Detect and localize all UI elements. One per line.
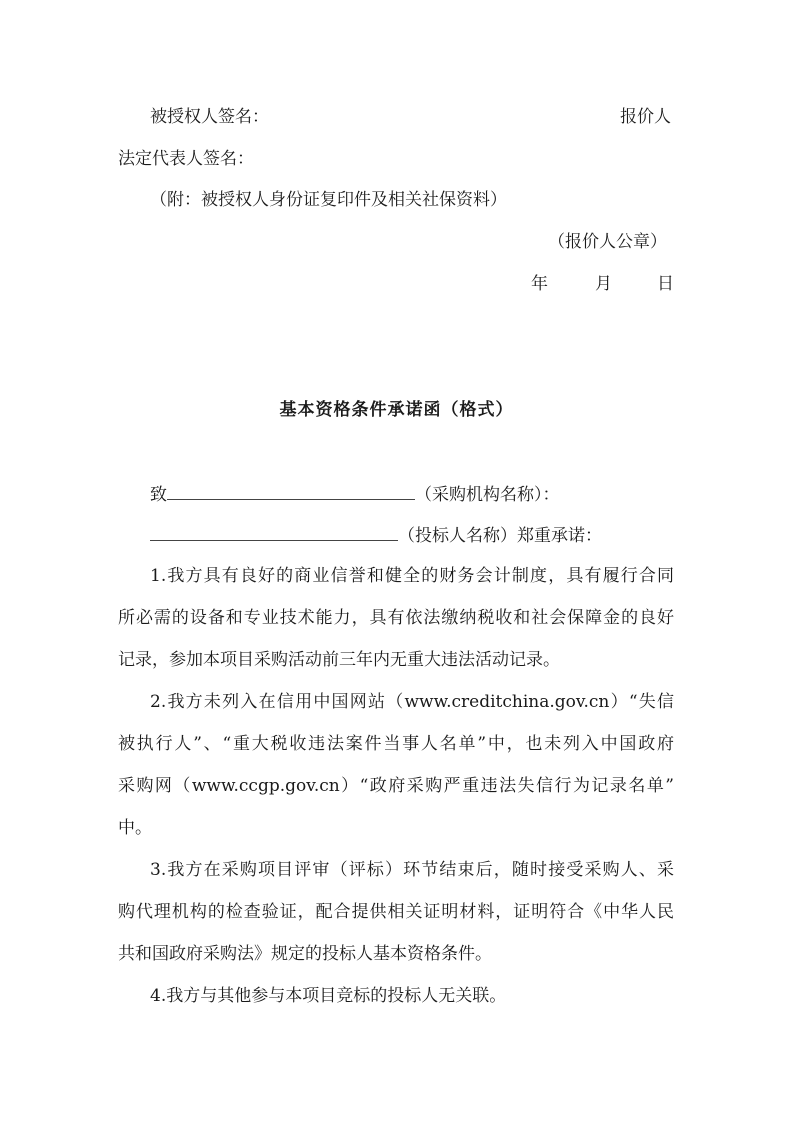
letter-title: 基本资格条件承诺函（格式） (279, 400, 514, 420)
addressee-prefix: 致 (150, 485, 167, 505)
date-month-label: 月 (595, 274, 612, 294)
bidder-label: 报价人 (620, 107, 671, 127)
item-2-line-1: 2.我方未列入在信用中国网站（www.creditchina.gov.cn）“失信 (150, 692, 674, 712)
bidder-name-line (150, 522, 602, 546)
addressee-line (150, 481, 560, 505)
item-1-line-1: 1.我方具有良好的商业信誉和健全的财务会计制度，具有履行合同 (150, 566, 674, 586)
legal-rep-signature-label: 法定代表人签名： (118, 149, 254, 169)
item-2-line-2: 被执行人”、“重大税收违法案件当事人名单”中，也未列入中国政府 (118, 734, 674, 754)
date-day-label: 日 (657, 274, 674, 294)
addressee-suffix: （采购机构名称）： (415, 485, 560, 505)
item-3-line-1: 3.我方在采购项目评审（评标）环节结束后，随时接受采购人、采 (150, 860, 674, 880)
item-1-line-3: 记录，参加本项目采购活动前三年内无重大违法活动记录。 (118, 650, 560, 670)
item-3-line-2: 购代理机构的检查验证，配合提供相关证明材料，证明符合《中华人民 (118, 902, 674, 922)
item-4-line-1: 4.我方与其他参与本项目竞标的投标人无关联。 (150, 986, 507, 1006)
attachment-note: （附：被授权人身份证复印件及相关社保资料） (150, 190, 507, 210)
authorized-signature-label: 被授权人签名： (150, 107, 269, 127)
bidder-name-blank (150, 522, 398, 541)
bidder-name-suffix: （投标人名称）郑重承诺： (398, 526, 602, 546)
item-2-line-4: 中。 (118, 818, 152, 838)
bidder-seal-label: （报价人公章） (548, 232, 667, 252)
item-3-line-3: 共和国政府采购法》规定的投标人基本资格条件。 (118, 944, 492, 964)
item-2-line-3: 采购网（www.ccgp.gov.cn）“政府采购严重违法失信行为记录名单” (118, 776, 674, 796)
item-1-line-2: 所必需的设备和专业技术能力，具有依法缴纳税收和社会保障金的良好 (118, 608, 674, 628)
procurement-agency-blank (167, 481, 415, 500)
date-year-label: 年 (531, 274, 548, 294)
